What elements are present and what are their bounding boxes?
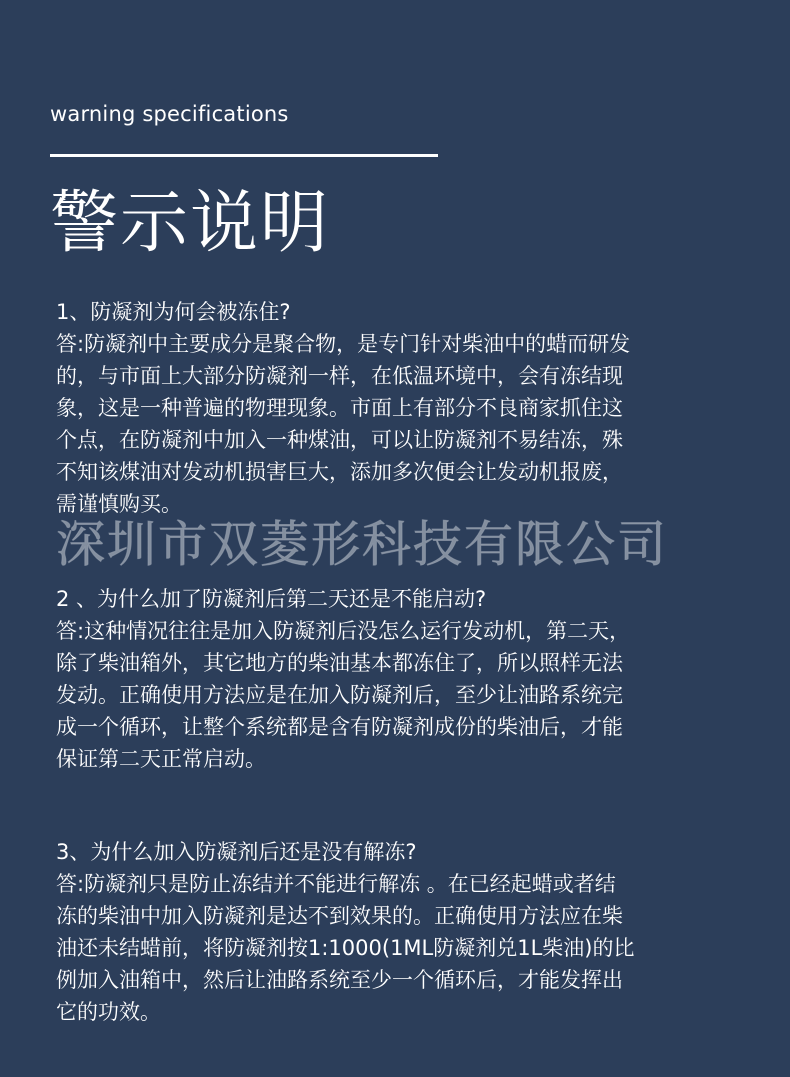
answer-3-line-5: 它的功效。 — [56, 1000, 161, 1024]
company-watermark: 深圳市双菱形科技有限公司 — [56, 516, 669, 573]
answer-1-line-5: 不知该煤油对发动机损害巨大，添加多次便会让发动机报废， — [56, 460, 623, 484]
answer-3-line-3: 油还未结蜡前，将防凝剂按1:1000(1ML防凝剂兑1L柴油)的比 — [56, 936, 635, 960]
answer-2-line-3: 发动。正确使用方法应是在加入防凝剂后，至少让油路系统完 — [56, 683, 623, 707]
question-1: 1、防凝剂为何会被冻住? — [56, 300, 291, 324]
answer-2-line-2: 除了柴油箱外，其它地方的柴油基本都冻住了，所以照样无法 — [56, 651, 623, 675]
page-title: 警示说明 — [50, 184, 331, 263]
qa-section-2 — [56, 583, 746, 775]
answer-2-line-1: 答:这种情况往往是加入防凝剂后没怎么运行发动机，第二天， — [56, 619, 631, 643]
answer-1-line-4: 个点，在防凝剂中加入一种煤油，可以让防凝剂不易结冻，殊 — [56, 428, 623, 452]
answer-1-line-6: 需谨慎购买。 — [56, 492, 182, 516]
answer-1-line-2: 的，与市面上大部分防凝剂一样，在低温环境中，会有冻结现 — [56, 364, 623, 388]
qa-section-3 — [56, 836, 746, 1028]
answer-1-line-3: 象，这是一种普遍的物理现象。市面上有部分不良商家抓住这 — [56, 396, 623, 420]
answer-3-line-2: 冻的柴油中加入防凝剂是达不到效果的。正确使用方法应在柴 — [56, 904, 623, 928]
question-3: 3、为什么加入防凝剂后还是没有解冻? — [56, 840, 417, 864]
qa-section-1 — [56, 296, 746, 520]
answer-3-line-4: 例加入油箱中，然后让油路系统至少一个循环后，才能发挥出 — [56, 968, 623, 992]
question-2: 2 、为什么加了防凝剂后第二天还是不能启动? — [56, 587, 487, 611]
subtitle-english: warning specifications — [50, 102, 289, 126]
answer-2-line-5: 保证第二天正常启动。 — [56, 747, 266, 771]
answer-2-line-4: 成一个循环，让整个系统都是含有防凝剂成份的柴油后，才能 — [56, 715, 623, 739]
answer-1-line-1: 答:防凝剂中主要成分是聚合物，是专门针对柴油中的蜡而研发 — [56, 332, 631, 356]
answer-3-line-1: 答:防凝剂只是防止冻结并不能进行解冻 。在已经起蜡或者结 — [56, 872, 616, 896]
title-divider — [50, 154, 438, 157]
